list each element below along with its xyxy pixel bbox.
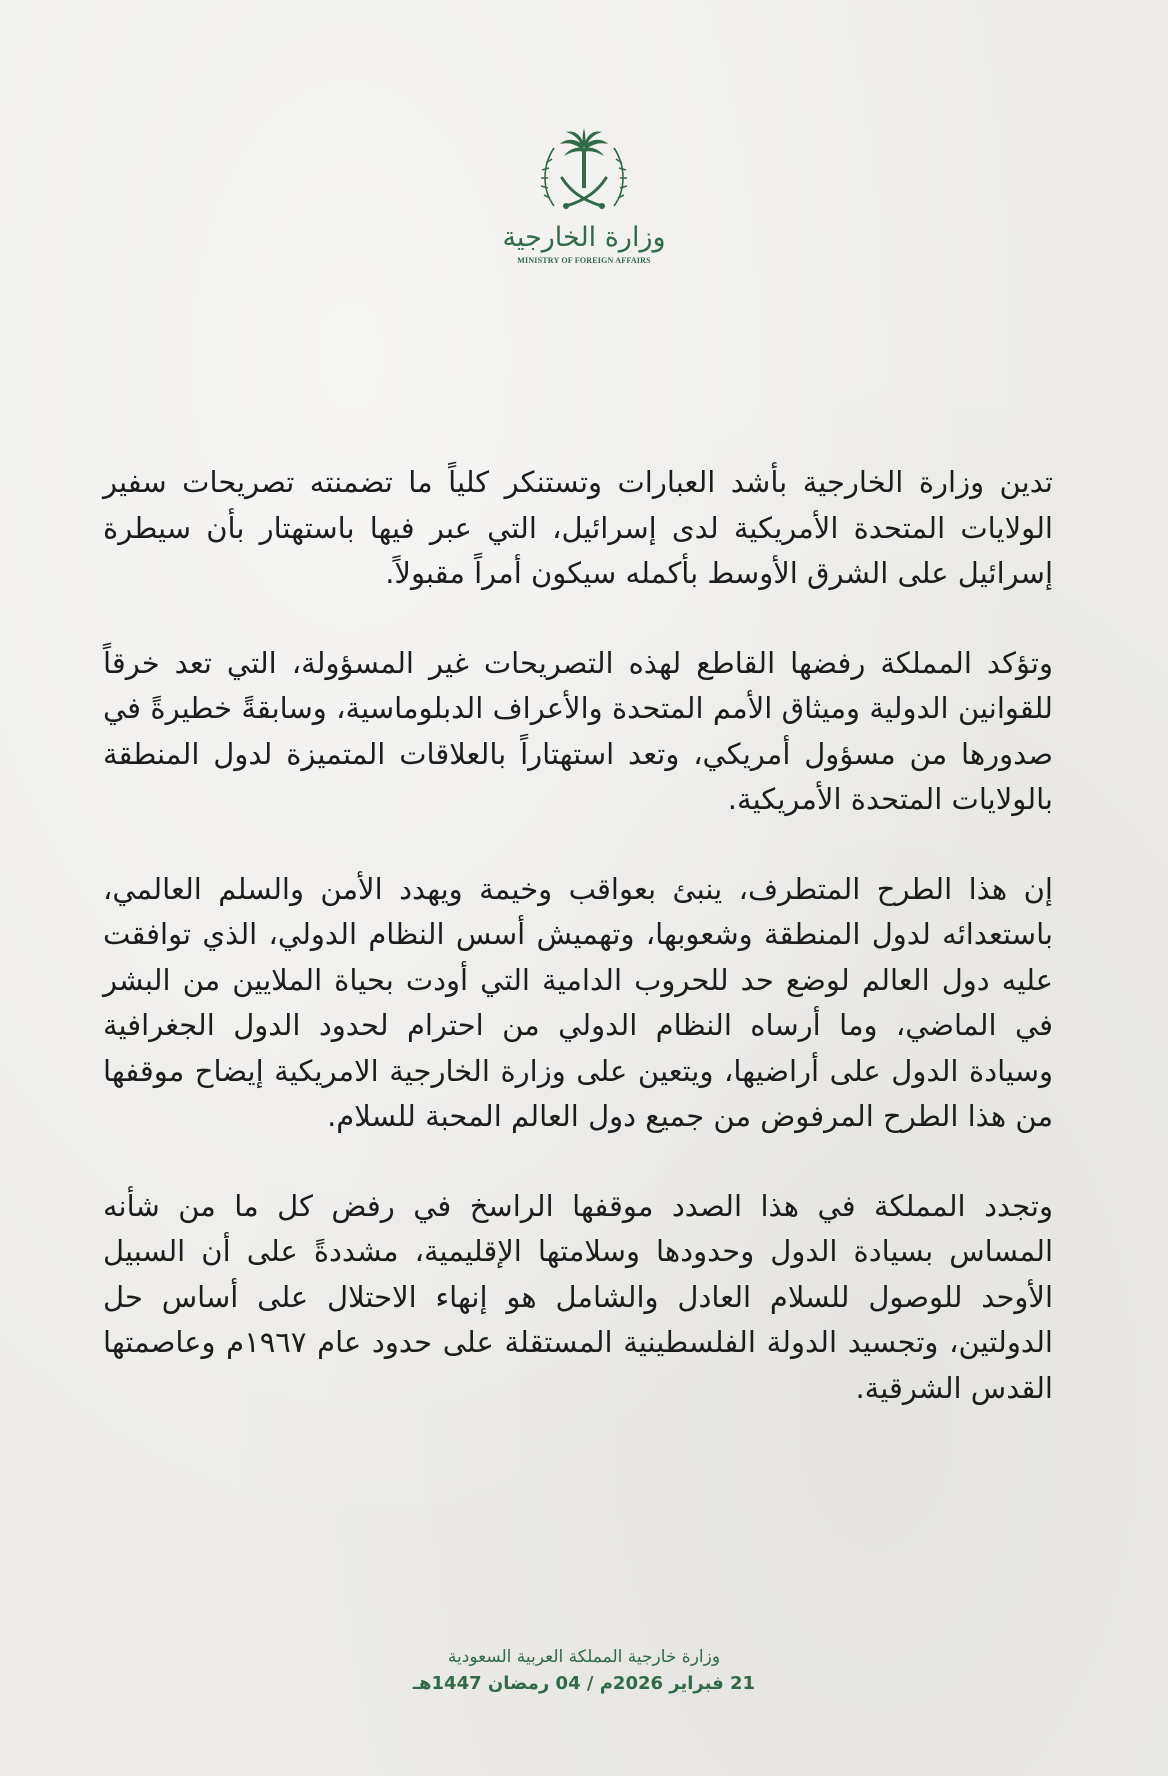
statement-paragraph-4: وتجدد المملكة في هذا الصدد موقفها الراسخ في رفض كل ما من شأنه المساس بسيادة الدول وحدودها وسلامتها الإقليمية، مشددةً على أن السبيل الأوحد للوصول للسلام العادل والشامل هو إنهاء الاحتلال على أساس حل الدولتين، وتجسيد الدولة الفلسطينية المستقلة على حدود عام ١٩٦٧م وعاصمتها القدس الشرقية. <box>103 1188 1053 1405</box>
statement-paragraph-2: وتؤكد المملكة رفضها القاطع لهذه التصريحات غير المسؤولة، التي تعد خرقاً للقوانين الدولية وميثاق الأمم المتحدة والأعراف الدبلوماسية، وسابقةً خطيرةً في صدورها من مسؤول أمريكي، وتعد استهتاراً بالعلاقات المتميزة لدول المنطقة بالولايات المتحدة الأمريكية. <box>103 645 1053 816</box>
statement-paragraph-3: إن هذا الطرح المتطرف، ينبئ بعواقب وخيمة ويهدد الأمن والسلم العالمي، باستعدائه لدول المنطقة وشعوبها، وتهميش أسس النظام الدولي، الذي توافقت عليه دول العالم لوضع حد للحروب الدامية التي أودت بحياة الملايين من البشر في الماضي، وما أرساه النظام الدولي من احترام لحدود الدول الجغرافية وسيادة الدول على أراضيها، ويتعين على وزارة الخارجية الامريكية إيضاح موقفها من هذا الطرح المرفوض من جميع دول العالم المحبة للسلام. <box>103 871 1053 1133</box>
palm-and-crossed-swords-emblem-icon <box>536 128 632 220</box>
logo-arabic-wordmark: وزارة الخارجية <box>502 222 666 253</box>
statement-body <box>103 460 1053 1455</box>
logo-english-wordmark: MINISTRY OF FOREIGN AFFAIRS <box>517 256 651 265</box>
statement-paragraph-1: تدين وزارة الخارجية بأشد العبارات وتستنكر كلياً ما تضمنته تصريحات سفير الولايات المتحدة الأمريكية لدى إسرائيل، التي عبر فيها باستهتار بأن سيطرة إسرائيل على الشرق الأوسط بأكمله سيكون أمراً مقبولاً. <box>103 465 1053 590</box>
statement-footer <box>284 1644 884 1698</box>
ministry-logo <box>494 128 674 288</box>
footer-date: 21 فبراير 2026م / 04 رمضان 1447هـ <box>412 1673 756 1694</box>
footer-organization: وزارة خارجية المملكة العربية السعودية <box>447 1647 721 1667</box>
